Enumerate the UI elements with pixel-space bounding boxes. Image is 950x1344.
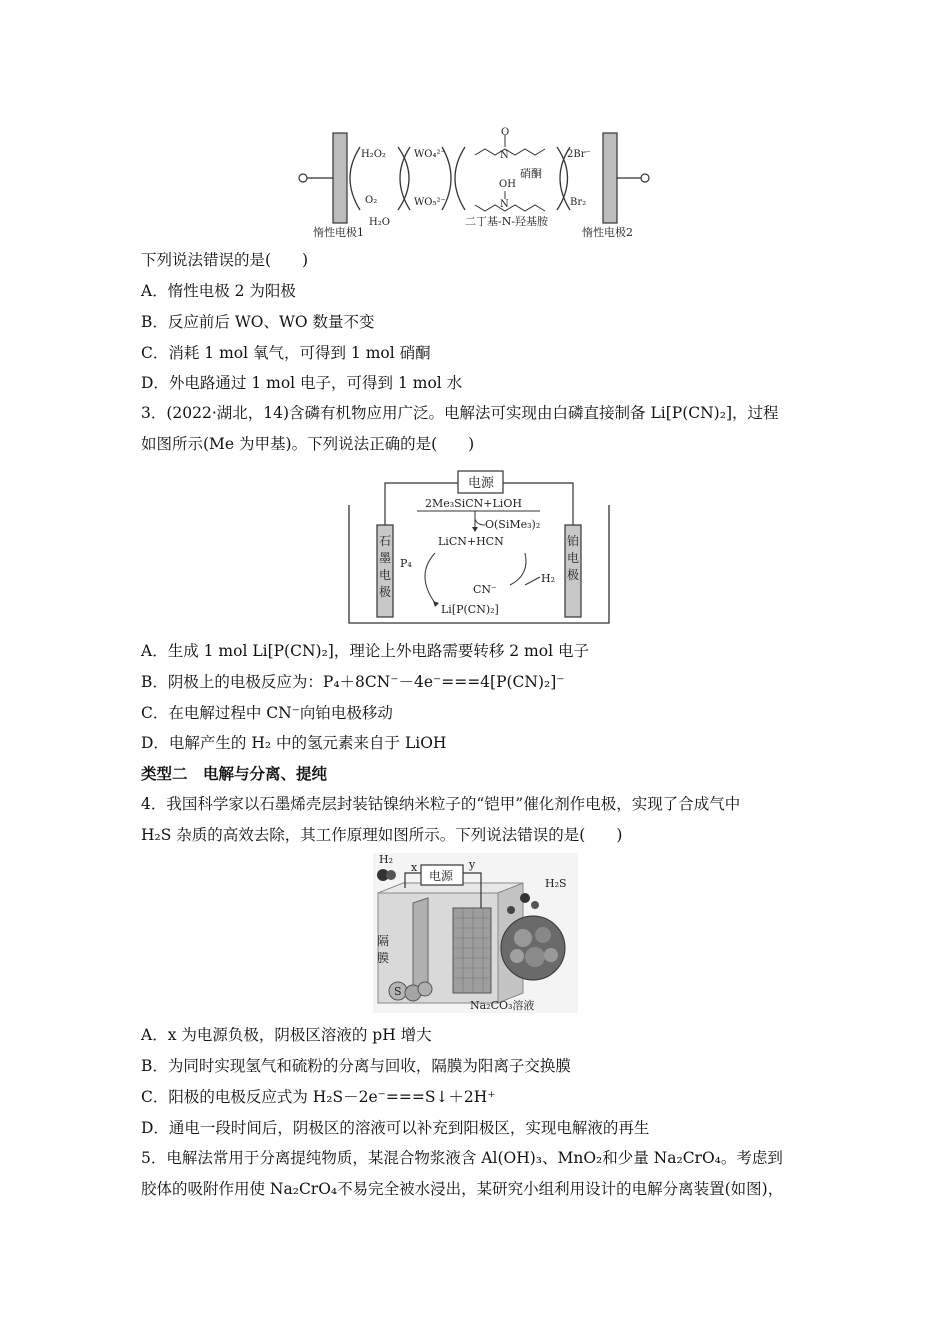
solution-label: Na₂CO₃溶液 [470, 999, 535, 1012]
reactants-label: 2Me₃SiCN+LiOH [425, 497, 522, 510]
question-3-option-d: D．电解产生的 H₂ 中的氢元素来自于 LiOH [141, 734, 447, 752]
question-4-option-b: B．为同时实现氢气和硫粉的分离与回收，隔膜为阳离子交换膜 [141, 1057, 571, 1075]
question-4-option-a: A．x 为电源负极，阴极区溶液的 pH 增大 [141, 1026, 432, 1044]
h2-label: H₂ [541, 572, 556, 585]
o2-label: O₂ [365, 195, 378, 206]
wo5-label: WO₅²⁻ [414, 197, 446, 208]
figure-2-white-phosphorus-electrolysis [345, 465, 615, 627]
question-4-stem-line-2: H₂S 杂质的高效去除，其工作原理如图所示。下列说法错误的是( ) [141, 826, 623, 844]
question-3-option-c: C．在电解过程中 CN⁻向铂电极移动 [141, 704, 393, 722]
nitrogen-bottom-label: N [500, 199, 509, 210]
question-2-option-a: A．惰性电极 2 为阳极 [141, 282, 296, 300]
electrode-2-label: 惰性电极2 [582, 226, 633, 239]
nitrone-label: 硝酮 [520, 167, 542, 180]
figure-1-electrolysis-diagram [295, 125, 655, 240]
question-2-option-c: C．消耗 1 mol 氧气，可得到 1 mol 硝酮 [141, 344, 431, 362]
product-label: Li[P(CN)₂] [441, 603, 499, 616]
question-2-option-b: B．反应前后 WO、WO 数量不变 [141, 313, 375, 331]
question-5-stem-line-1: 5．电解法常用于分离提纯物质，某混合物浆液含 Al(OH)₃、MnO₂和少量 Na₂CrO₄。考虑到 [141, 1149, 783, 1167]
platinum-char-2: 电 [567, 551, 580, 565]
question-4-option-c: C．阳极的电极反应式为 H₂S－2e⁻===S↓＋2H⁺ [141, 1088, 496, 1106]
nitrogen-top-label: N [500, 150, 509, 161]
mesh-electrode [453, 908, 491, 993]
graphite-char-4: 极 [379, 585, 392, 599]
h2-gas-label: H₂ [379, 853, 394, 866]
x-terminal-label: x [411, 861, 418, 874]
hydroxyl-label: OH [499, 179, 516, 190]
inert-electrode-2 [603, 133, 617, 223]
byproduct-label: O(SiMe₃)₂ [485, 518, 541, 531]
inert-electrode-1 [333, 133, 347, 223]
h2o-label: H₂O [369, 217, 390, 228]
h2o2-label: H₂O₂ [361, 149, 386, 160]
power-supply-label: 电源 [468, 476, 495, 491]
figure-3-h2s-removal-diagram [373, 853, 578, 1013]
p4-label: P₄ [400, 557, 412, 570]
question-4-option-d: D．通电一段时间后，阴极区的溶液可以补充到阳极区，实现电解液的再生 [141, 1119, 650, 1137]
terminal-right-icon [641, 174, 649, 182]
sulfur-label: S [394, 985, 402, 998]
wo4-label: WO₄²⁻ [414, 149, 446, 160]
membrane-char-1: 隔 [377, 934, 390, 948]
power-supply-label-2: 电源 [429, 869, 454, 883]
question-3-option-b: B．阴极上的电极反应为：P₄＋8CN⁻－4e⁻===4[P(CN)₂]⁻ [141, 673, 565, 691]
question-3-option-a: A．生成 1 mol Li[P(CN)₂]，理论上外电路需要转移 2 mol 电子 [141, 642, 589, 660]
graphite-char-3: 电 [379, 568, 392, 582]
section-heading: 类型二 电解与分离、提纯 [141, 764, 328, 783]
graphite-char-2: 墨 [379, 551, 392, 565]
platinum-char-3: 极 [567, 568, 580, 582]
terminal-left-icon [299, 174, 307, 182]
question-2-stem: 下列说法错误的是( ) [141, 251, 309, 269]
question-4-stem-line-1: 4．我国科学家以石墨烯壳层封装钴镍纳米粒子的“铠甲”催化剂作电极，实现了合成气中 [141, 795, 741, 813]
question-3-stem-line-1: 3．(2022·湖北，14)含磷有机物应用广泛。电解法可实现由白磷直接制备 Li[P(CN)₂]，过程 [141, 404, 779, 422]
intermediate-label: LiCN+HCN [438, 535, 504, 548]
question-2-option-d: D．外电路通过 1 mol 电子，可得到 1 mol 水 [141, 374, 463, 392]
h2s-label: H₂S [545, 877, 567, 890]
bromine-label: Br₂ [570, 197, 587, 208]
question-3-stem-line-2: 如图所示(Me 为甲基)。下列说法正确的是( ) [141, 435, 475, 453]
y-terminal-label: y [469, 858, 476, 871]
question-5-stem-line-2: 胶体的吸附作用使 Na₂CrO₄不易完全被水浸出，某研究小组利用设计的电解分离装置(如图)， [141, 1180, 784, 1198]
amine-label: 二丁基-N-羟基胺 [465, 215, 549, 228]
bromide-label: 2Br⁻ [567, 149, 591, 160]
platinum-char-1: 铂 [567, 534, 580, 548]
membrane-char-2: 膜 [377, 951, 390, 965]
electrode-1-label: 惰性电极1 [313, 226, 364, 239]
cyanide-label: CN⁻ [473, 583, 497, 596]
graphite-char-1: 石 [379, 534, 392, 548]
oxygen-top-label: O [501, 127, 510, 138]
